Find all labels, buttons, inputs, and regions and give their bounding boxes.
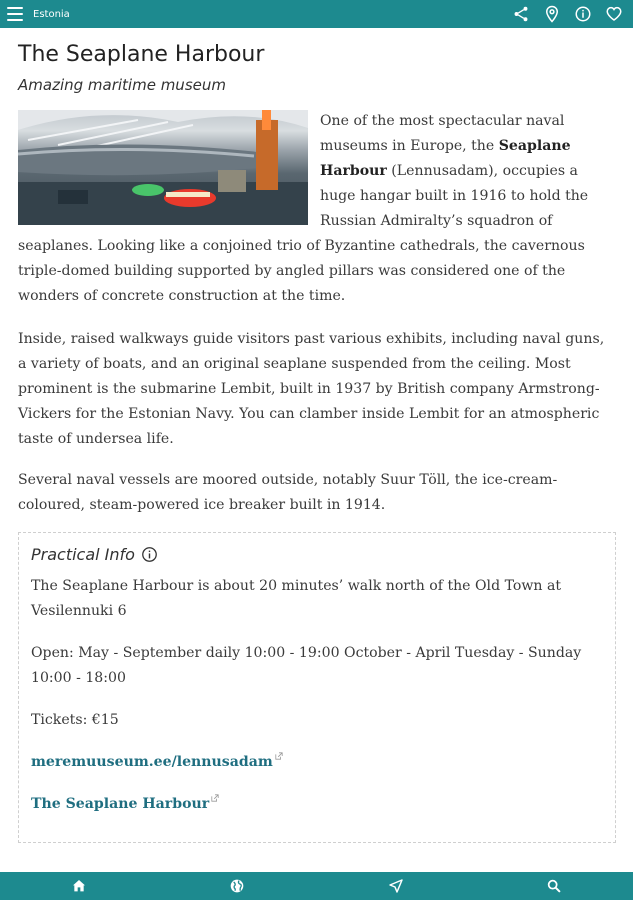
home-icon[interactable] [71, 878, 87, 894]
museum-photo [18, 110, 308, 225]
external-link-icon [211, 794, 219, 802]
practical-link-row-2 [31, 792, 603, 817]
intro-bold-name: Seaplane Harbour [320, 138, 571, 179]
top-app-bar [0, 0, 633, 28]
info-icon[interactable] [574, 5, 592, 23]
menu-icon[interactable] [7, 7, 23, 21]
page-subtitle: Amazing maritime museum [18, 76, 226, 94]
navigate-arrow-icon[interactable] [388, 878, 404, 894]
museum-website-link-text: meremuuseum.ee/lennusadam [31, 754, 273, 770]
page-title: The Seaplane Harbour [18, 42, 265, 67]
paragraph-inside: Inside, raised walkways guide visitors past various exhibits, including naval guns, a variety of boats, and an original seaplane suspended from the ceiling. Most prominent is the submarine Lembit, built in 1937 by British company Armstrong-Vickers for the Estonian Navy. You can clamber inside Lembit for an atmospheric taste of undersea life. [18, 331, 605, 447]
top-actions [512, 0, 623, 28]
practical-location: The Seaplane Harbour is about 20 minutes’ walk north of the Old Town at Vesilennuki 6 [31, 578, 562, 619]
practical-link-row-1 [31, 750, 603, 775]
practical-info-heading [31, 545, 603, 564]
map-pin-icon[interactable] [543, 5, 561, 23]
external-link-icon [275, 752, 283, 760]
intro-text-b: (Lennusadam), occupies a huge hangar built in 1916 to hold the Russian Admiralty’s squadron of seaplanes. Looking like a conjoined trio of Byzantine cathedrals, the cavernous triple-domed building supported by angled pillars was considered one of the wonders of concrete construction at the time. [18, 163, 589, 304]
paragraph-vessels: Several naval vessels are moored outside, notably Suur Töll, the ice-cream-coloured, steam-powered ice breaker built in 1914. [18, 472, 558, 513]
seaplane-harbour-link-text: The Seaplane Harbour [31, 796, 210, 812]
article-content [18, 28, 616, 843]
share-icon[interactable] [512, 5, 530, 23]
practical-info-title: Practical Info [31, 545, 135, 564]
museum-website-link[interactable] [31, 750, 283, 775]
app-title: Estonia [33, 8, 70, 20]
practical-tickets: Tickets: €15 [31, 712, 119, 728]
info-circle-icon[interactable] [141, 546, 158, 563]
seaplane-harbour-link[interactable] [31, 792, 219, 817]
practical-hours: Open: May - September daily 10:00 - 19:00 October - April Tuesday - Sunday 10:00 - 18:00 [31, 645, 582, 686]
practical-info-box [18, 532, 616, 843]
globe-icon[interactable] [229, 878, 245, 894]
bottom-nav-bar [0, 872, 633, 900]
heart-icon[interactable] [605, 5, 623, 23]
intro-text-a: One of the most spectacular naval museums in Europe, the [320, 113, 565, 154]
search-icon[interactable] [546, 878, 562, 894]
paragraph-intro [18, 109, 616, 309]
